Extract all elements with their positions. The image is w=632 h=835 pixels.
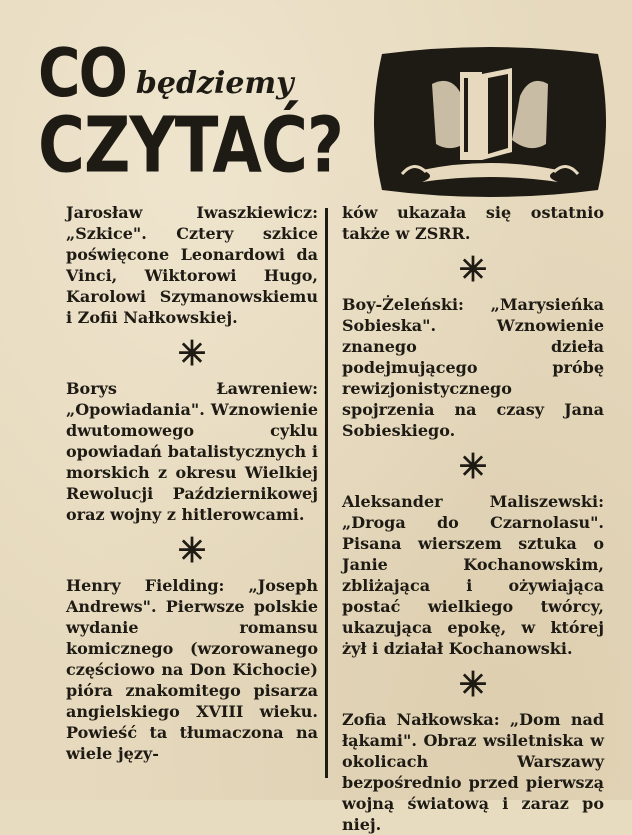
column-title (38, 33, 344, 191)
title-word-czytac: CZYTAĆ? (38, 102, 344, 191)
book-entry (342, 491, 604, 659)
entry-author: Zofia Nałkowska: (342, 710, 500, 729)
entry-author: Borys Ławreniew: (66, 379, 318, 398)
book-entry (342, 709, 604, 835)
entry-text: „Joseph Andrews". Pierwsze polskie wydanie romansu komicznego (wzorowanego częściowo na Don Kichocie) pióra znakomitego pisarza angielskiego XVIII wieku. Powieść ta tłumaczona na wiele języ- (66, 576, 318, 763)
entry-text: „Marysieńka Sobieska". Wznowienie znanego dzieła podejmującego próbę rewizjonistycznego spojrzenia na czasy Jana Sobieskiego. (342, 295, 604, 440)
star-separator-icon: ✳ (177, 334, 207, 374)
entry-text: „Opowiadania". Wznowienie dwutomowego cyklu opowiadań batalistycznych i morskich z okresu Wielkiej Rewolucji Październikowej oraz wojny z hitlerowcami. (66, 400, 318, 524)
left-column (66, 202, 318, 764)
entry-author: Jarosław Iwaszkiewicz: (66, 203, 318, 222)
book-entry (342, 294, 604, 441)
entry-text: „Dom nad łąkami". Obraz wsiletniska w okolicach Warszawy bezpośrednio przed pierwszą wojną światową i zaraz po niej. (342, 710, 604, 834)
books-in-hands-icon (362, 44, 618, 200)
book-entry (66, 378, 318, 525)
star-separator-icon: ✳ (458, 447, 488, 487)
entry-author: Aleksander Maliszewski: (342, 492, 604, 511)
book-entry-continuation (342, 202, 604, 244)
right-column (342, 202, 604, 835)
star-separator-icon: ✳ (458, 250, 488, 290)
star-separator-icon: ✳ (458, 665, 488, 705)
title-word-bedziemy: będziemy (135, 66, 294, 101)
column-divider (325, 208, 328, 778)
title-word-co: CO (38, 33, 126, 113)
entry-author: Boy-Żeleński: (342, 295, 464, 314)
book-entry (66, 575, 318, 764)
entry-text: „Szkice". Cztery szkice poświęcone Leonardowi da Vinci, Wiktorowi Hugo, Karolowi Szymanowskiemu i Zofii Nałkowskiej. (66, 224, 318, 327)
entry-text: „Droga do Czarnolasu". Pisana wierszem sztuka o Janie Kochanowskim, zbliżająca i ożywiająca postać wielkiego twórcy, ukazująca epokę, w której żył i działał Kochanowski. (342, 513, 604, 658)
star-separator-icon: ✳ (177, 531, 207, 571)
entry-author: Henry Fielding: (66, 576, 225, 595)
book-entry (66, 202, 318, 328)
entry-text: ków ukazała się ostatnio także w ZSRR. (342, 203, 604, 243)
